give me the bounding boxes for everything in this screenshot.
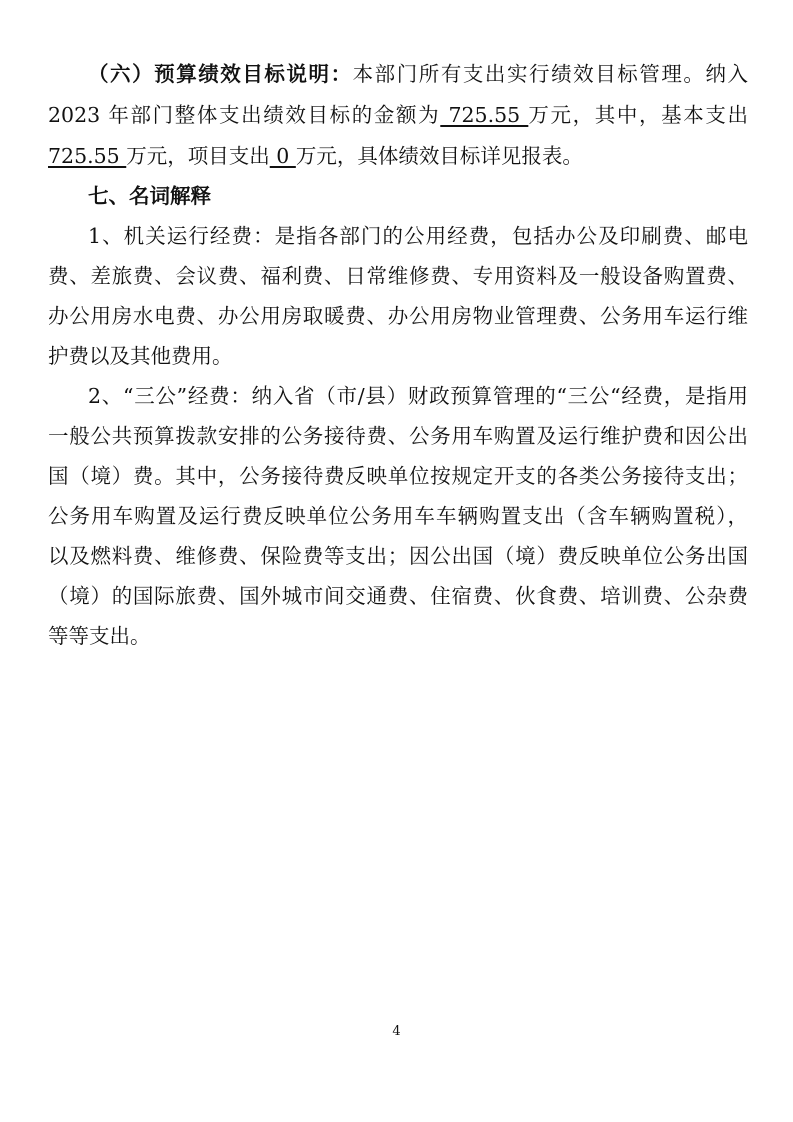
glossary-item-2-line: 一般公共预算拨款安排的公务接待费、公务用车购置及运行维护费和因公出 bbox=[48, 424, 748, 448]
project-amount-value: 0 bbox=[269, 144, 296, 168]
performance-target-paragraph-line-3 bbox=[48, 136, 748, 176]
glossary-item-1-line: 护费以及其他费用。 bbox=[48, 344, 233, 368]
page-number: 4 bbox=[392, 1024, 401, 1039]
glossary-item-2-line: 等等支出。 bbox=[48, 624, 151, 648]
performance-target-heading: （六）预算绩效目标说明： bbox=[88, 62, 353, 86]
performance-target-paragraph-line-1 bbox=[88, 54, 748, 94]
glossary-item-2-line: （境）的国际旅费、国外城市间交通费、住宿费、伙食费、培训费、公杂费 bbox=[48, 584, 748, 608]
performance-target-text: 万元，其中，基本支出 bbox=[528, 103, 749, 127]
glossary-item-2-line: 2、“三公”经费：纳入省（市/县）财政预算管理的“三公“经费，是指用 bbox=[88, 384, 748, 408]
performance-target-text: 万元，项目支出 bbox=[126, 144, 270, 168]
performance-target-text: 2023 年部门整体支出绩效目标的金额为 bbox=[48, 103, 441, 127]
glossary-item-1-line: 1、机关运行经费：是指各部门的公用经费，包括办公及印刷费、邮电 bbox=[88, 224, 748, 248]
basic-amount-value: 725.55 bbox=[48, 144, 127, 168]
performance-target-text: 万元，具体绩效目标详见报表。 bbox=[295, 144, 583, 168]
performance-target-text: 本部门所有支出实行绩效目标管理。纳入 bbox=[352, 62, 749, 86]
total-amount-value: 725.55 bbox=[440, 103, 529, 127]
section-heading-glossary: 七、名词解释 bbox=[88, 184, 211, 208]
performance-target-paragraph-line-2 bbox=[48, 95, 748, 135]
glossary-item-1-line: 费、差旅费、会议费、福利费、日常维修费、专用资料及一般设备购置费、 bbox=[48, 264, 748, 288]
glossary-item-2-line: 以及燃料费、维修费、保险费等支出；因公出国（境）费反映单位公务出国 bbox=[48, 544, 748, 568]
glossary-item-2-line: 国（境）费。其中，公务接待费反映单位按规定开支的各类公务接待支出； bbox=[48, 464, 748, 488]
glossary-item-1-line: 办公用房水电费、办公用房取暖费、办公用房物业管理费、公务用车运行维 bbox=[48, 304, 748, 328]
glossary-item-2-line: 公务用车购置及运行费反映单位公务用车车辆购置支出（含车辆购置税）， bbox=[48, 504, 748, 528]
